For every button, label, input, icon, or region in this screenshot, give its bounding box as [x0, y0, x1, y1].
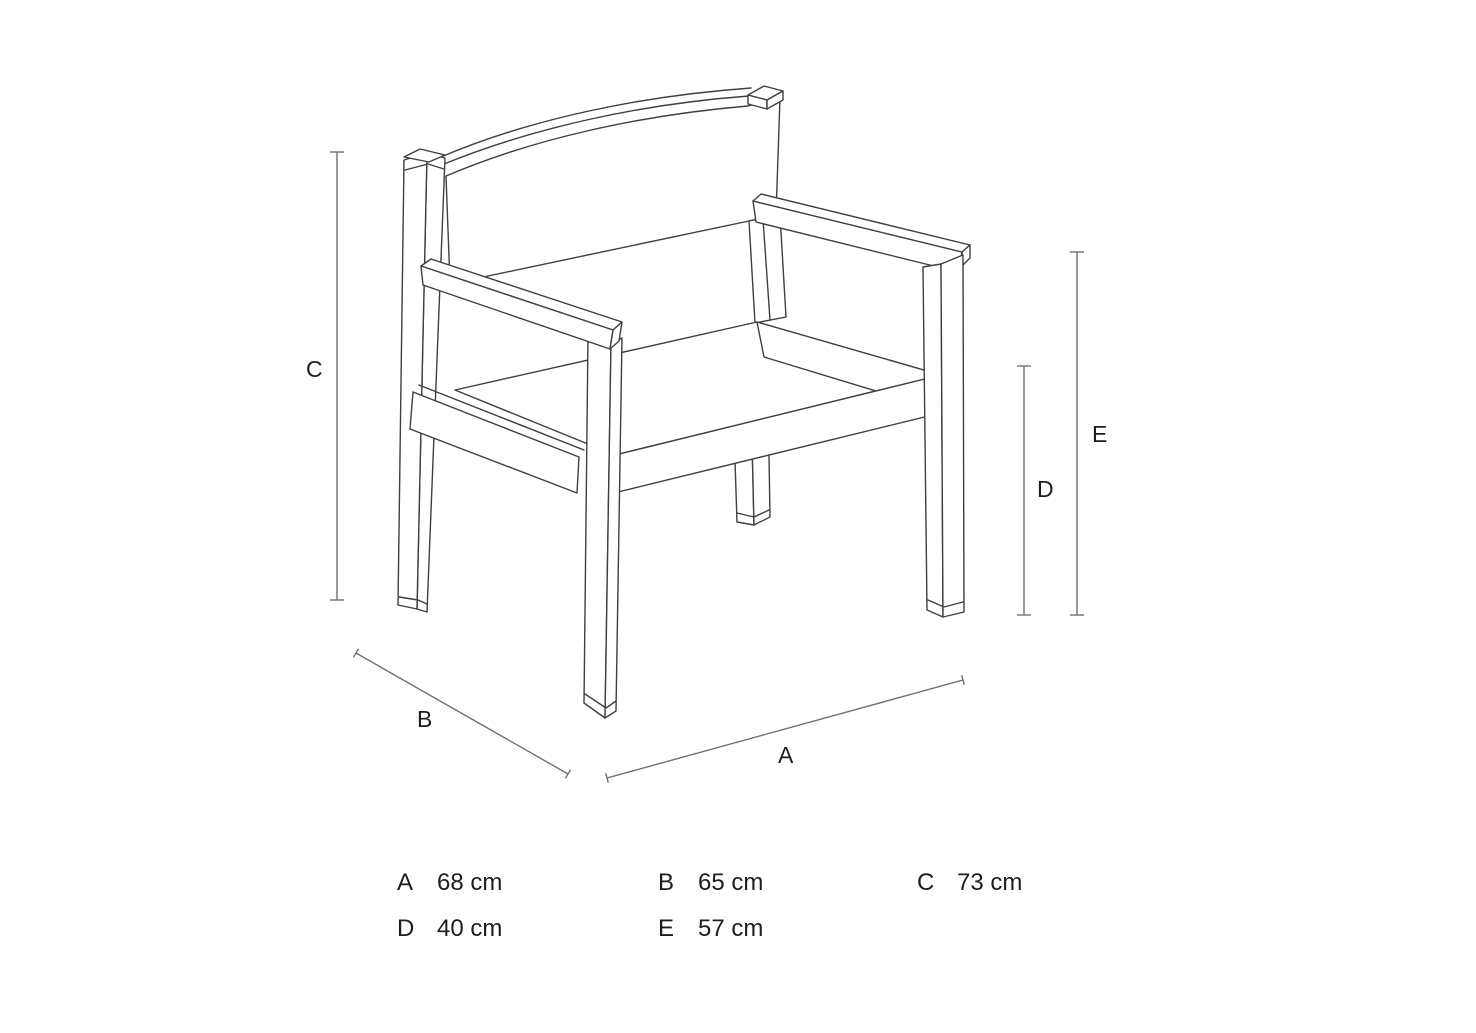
chair-rear-left-leg: [398, 149, 445, 612]
legend-value-d: 40 cm: [437, 915, 503, 942]
legend-key-d: D: [397, 915, 415, 942]
dimension-label-c: C: [306, 356, 323, 382]
chair-right-armrest: [753, 194, 970, 272]
legend-item-b: [658, 871, 763, 895]
legend-key-a: A: [397, 869, 414, 896]
dimension-label-e: E: [1092, 421, 1108, 447]
dimension-line-d: [1017, 366, 1031, 615]
chair-front-left-leg: [584, 336, 622, 718]
dimension-line-e: [1070, 252, 1084, 615]
legend-item-e: [658, 917, 763, 941]
legend-value-c: 73 cm: [957, 869, 1023, 896]
dimension-label-d: D: [1037, 476, 1054, 502]
legend-key-e: E: [658, 915, 675, 942]
dimension-label-b: B: [417, 706, 433, 732]
chair-illustration: [398, 86, 970, 718]
dimension-label-a: A: [778, 742, 794, 768]
legend-item-d: [397, 917, 502, 941]
legend-item-c: [917, 871, 1022, 895]
chair-left-armrest: [421, 259, 622, 349]
legend-item-a: [397, 871, 502, 895]
chair-front-right-leg: [923, 255, 964, 617]
legend-key-b: B: [658, 869, 675, 896]
legend-value-e: 57 cm: [698, 915, 764, 942]
dimension-line-c: [330, 152, 344, 600]
legend-key-c: C: [917, 869, 935, 896]
legend-value-b: 65 cm: [698, 869, 764, 896]
dimension-line-b: [354, 649, 571, 779]
legend-value-a: 68 cm: [437, 869, 503, 896]
